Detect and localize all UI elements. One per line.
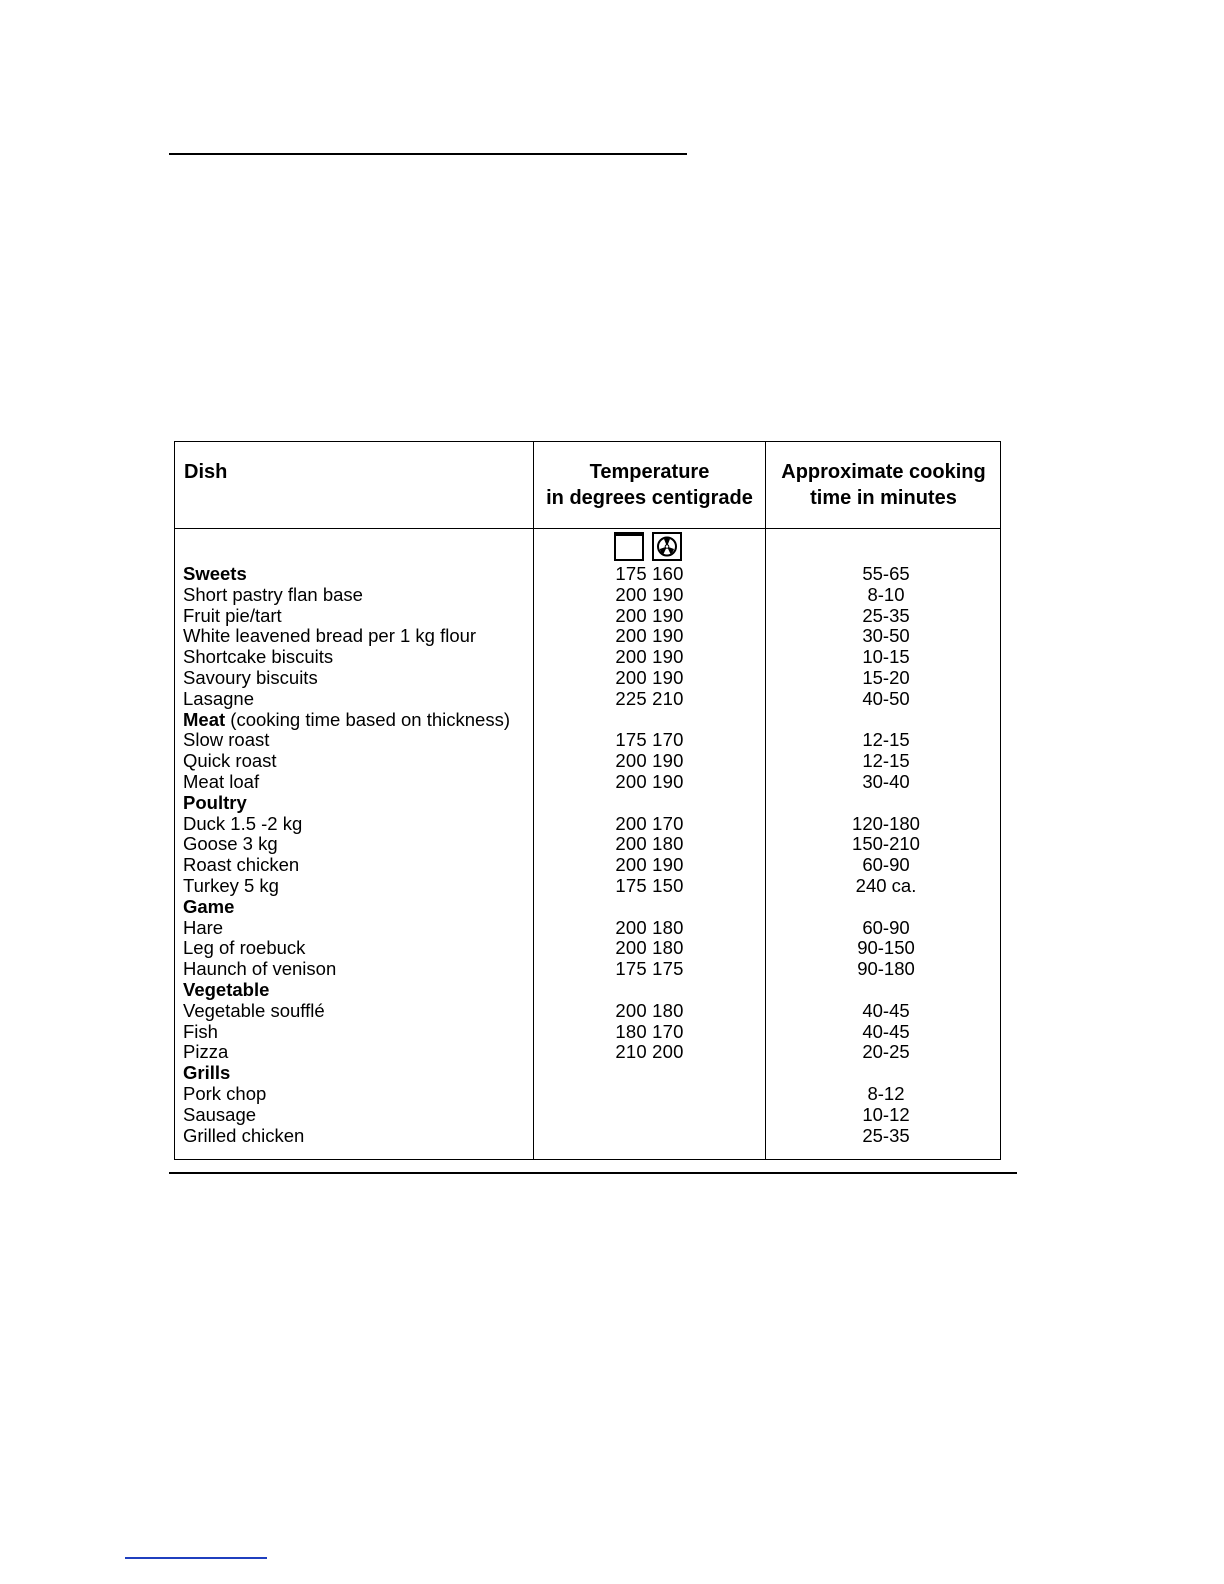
dish-label: Vegetable soufflé: [183, 999, 325, 1021]
time-cell: 120-180: [852, 812, 920, 834]
dish-label: Savoury biscuits: [183, 666, 318, 688]
header-temperature: [534, 459, 765, 511]
dish-label: Pork chop: [183, 1082, 267, 1104]
dish-cell: [183, 730, 269, 751]
temperature-cell: 200 190: [615, 583, 684, 605]
temperature-cell: 200 190: [615, 666, 684, 688]
temperature-cell: 200 180: [615, 916, 684, 938]
dish-label: Slow roast: [183, 729, 270, 751]
table-row: [175, 772, 1000, 793]
table-row: [175, 834, 1000, 855]
table-row: [175, 980, 1000, 1001]
time-cell: 12-15: [862, 750, 910, 772]
dish-label: Goose 3 kg: [183, 833, 278, 855]
dish-cell: [183, 751, 277, 772]
time-cell: 60-90: [862, 916, 910, 938]
table-row: [175, 606, 1000, 627]
dish-cell: [183, 1105, 256, 1126]
time-cell: 60-90: [862, 854, 910, 876]
dish-cell: [183, 1042, 228, 1063]
time-cell: 55-65: [862, 563, 910, 584]
category-note: (cooking time based on thickness): [225, 708, 510, 730]
temperature-cell: 175 170: [615, 729, 684, 751]
dish-label: Lasagne: [183, 687, 254, 709]
category-label: Grills: [183, 1062, 231, 1084]
table-row: [175, 751, 1000, 772]
temperature-cell: 200 190: [615, 646, 684, 668]
table-row: [175, 1084, 1000, 1105]
table-row: [175, 730, 1000, 751]
time-cell: 40-45: [862, 999, 910, 1021]
dish-cell: [183, 793, 247, 814]
dish-cell: [183, 814, 302, 835]
dish-label: Meat loaf: [183, 770, 260, 792]
dish-cell: [183, 1063, 230, 1084]
temperature-cell: 200 190: [615, 770, 684, 792]
dish-cell: [183, 938, 305, 959]
time-cell: 10-15: [862, 646, 910, 668]
temperature-cell: 200 190: [615, 750, 684, 772]
table-row: [175, 1126, 1000, 1147]
dish-label: White leavened bread per 1 kg flour: [183, 625, 477, 647]
time-cell: 25-35: [862, 1124, 910, 1146]
dish-label: Quick roast: [183, 750, 277, 772]
time-cell: 40-45: [862, 1020, 910, 1042]
time-cell: 25-35: [862, 604, 910, 626]
temperature-cell: 200 180: [615, 833, 684, 855]
header-cooking-time: [766, 459, 1001, 511]
time-cell: 150-210: [852, 833, 920, 855]
time-cell: 30-50: [862, 625, 910, 647]
table-row: [175, 814, 1000, 835]
time-cell: 15-20: [862, 666, 910, 688]
dish-label: Fruit pie/tart: [183, 604, 282, 626]
dish-label: Haunch of venison: [183, 958, 337, 980]
time-cell: 8-12: [867, 1082, 905, 1104]
dish-label: Duck 1.5 -2 kg: [183, 812, 303, 834]
dish-cell: [183, 1022, 218, 1043]
time-cell: 90-150: [857, 937, 915, 959]
category-label: Vegetable: [183, 978, 270, 1000]
temperature-cell: 200 190: [615, 604, 684, 626]
dish-cell: [183, 959, 336, 980]
category-label: Poultry: [183, 791, 247, 813]
time-cell: 20-25: [862, 1041, 910, 1063]
temperature-cell: 180 170: [615, 1020, 684, 1042]
temperature-cell: 225 210: [615, 687, 684, 709]
dish-label: Roast chicken: [183, 854, 300, 876]
top-rule: [169, 153, 687, 155]
temperature-cell: 175 175: [615, 958, 684, 980]
category-label: Meat: [183, 708, 226, 730]
dish-label: Turkey 5 kg: [183, 874, 279, 896]
conventional-oven-icon: [614, 532, 644, 561]
temperature-cell: 210 200: [615, 1041, 684, 1063]
temperature-cell: 200 180: [615, 999, 684, 1021]
dish-cell: [183, 1126, 304, 1147]
time-cell: 90-180: [857, 958, 915, 980]
dish-cell: [183, 897, 234, 918]
temperature-cell: 200 180: [615, 937, 684, 959]
table-row: [175, 1105, 1000, 1126]
time-cell: 10-12: [862, 1103, 910, 1125]
time-cell: 8-10: [867, 583, 905, 605]
time-cell: 40-50: [862, 687, 910, 709]
table-row: [175, 1042, 1000, 1063]
dish-cell: [183, 1084, 266, 1105]
temperature-cell: 200 170: [615, 812, 684, 834]
dish-label: Grilled chicken: [183, 1124, 305, 1146]
table-row: [175, 1001, 1000, 1022]
table-row: [175, 855, 1000, 876]
dish-cell: [183, 710, 510, 731]
table-row: [175, 668, 1000, 689]
dish-label: Sausage: [183, 1103, 257, 1125]
cooking-table: [174, 441, 1001, 1160]
dish-cell: [183, 980, 269, 1001]
header-time-line2: time in minutes: [810, 487, 957, 509]
table-row: [175, 564, 1000, 585]
table-row: [175, 710, 1000, 731]
header-temperature-line1: Temperature: [589, 461, 710, 483]
header-temperature-line2: in degrees centigrade: [546, 487, 753, 509]
header-time-line1: Approximate cooking: [781, 461, 986, 483]
bottom-rule: [169, 1172, 1017, 1174]
dish-cell: [183, 772, 259, 793]
table-row: [175, 689, 1000, 710]
time-cell: 30-40: [862, 770, 910, 792]
table-row: [175, 647, 1000, 668]
table-row: [175, 793, 1000, 814]
category-label: Sweets: [183, 563, 247, 584]
dish-label: Pizza: [183, 1041, 229, 1063]
dish-cell: [183, 585, 363, 606]
table-row: [175, 918, 1000, 939]
dish-cell: [183, 626, 476, 647]
fan-oven-icon: [652, 532, 682, 561]
header-dish: Dish: [184, 461, 228, 483]
dish-cell: [183, 834, 278, 855]
dish-label: Fish: [183, 1020, 218, 1042]
dish-cell: [183, 855, 299, 876]
table-row: [175, 876, 1000, 897]
table-row: [175, 897, 1000, 918]
footer-rule: [125, 1557, 267, 1559]
dish-cell: [183, 564, 247, 585]
temperature-cell: 175 150: [615, 874, 684, 896]
table-body: [175, 564, 1000, 1146]
table-row: [175, 585, 1000, 606]
dish-cell: [183, 918, 223, 939]
dish-cell: [183, 647, 333, 668]
dish-label: Leg of roebuck: [183, 937, 306, 959]
temperature-cell: 175 160: [615, 563, 684, 584]
dish-label: Short pastry flan base: [183, 583, 363, 605]
time-cell: 240 ca.: [855, 874, 917, 896]
temperature-cell: 200 190: [615, 625, 684, 647]
table-row: [175, 1022, 1000, 1043]
category-label: Game: [183, 895, 235, 917]
table-row: [175, 1063, 1000, 1084]
dish-label: Hare: [183, 916, 224, 938]
temperature-cell: 200 190: [615, 854, 684, 876]
dish-cell: [183, 876, 279, 897]
dish-cell: [183, 606, 282, 627]
dish-label: Shortcake biscuits: [183, 646, 334, 668]
oven-mode-icons: [614, 532, 682, 564]
table-row: [175, 938, 1000, 959]
dish-cell: [183, 1001, 325, 1022]
header-divider: [175, 528, 1000, 529]
table-row: [175, 626, 1000, 647]
dish-cell: [183, 668, 318, 689]
time-cell: 12-15: [862, 729, 910, 751]
dish-cell: [183, 689, 254, 710]
table-row: [175, 959, 1000, 980]
